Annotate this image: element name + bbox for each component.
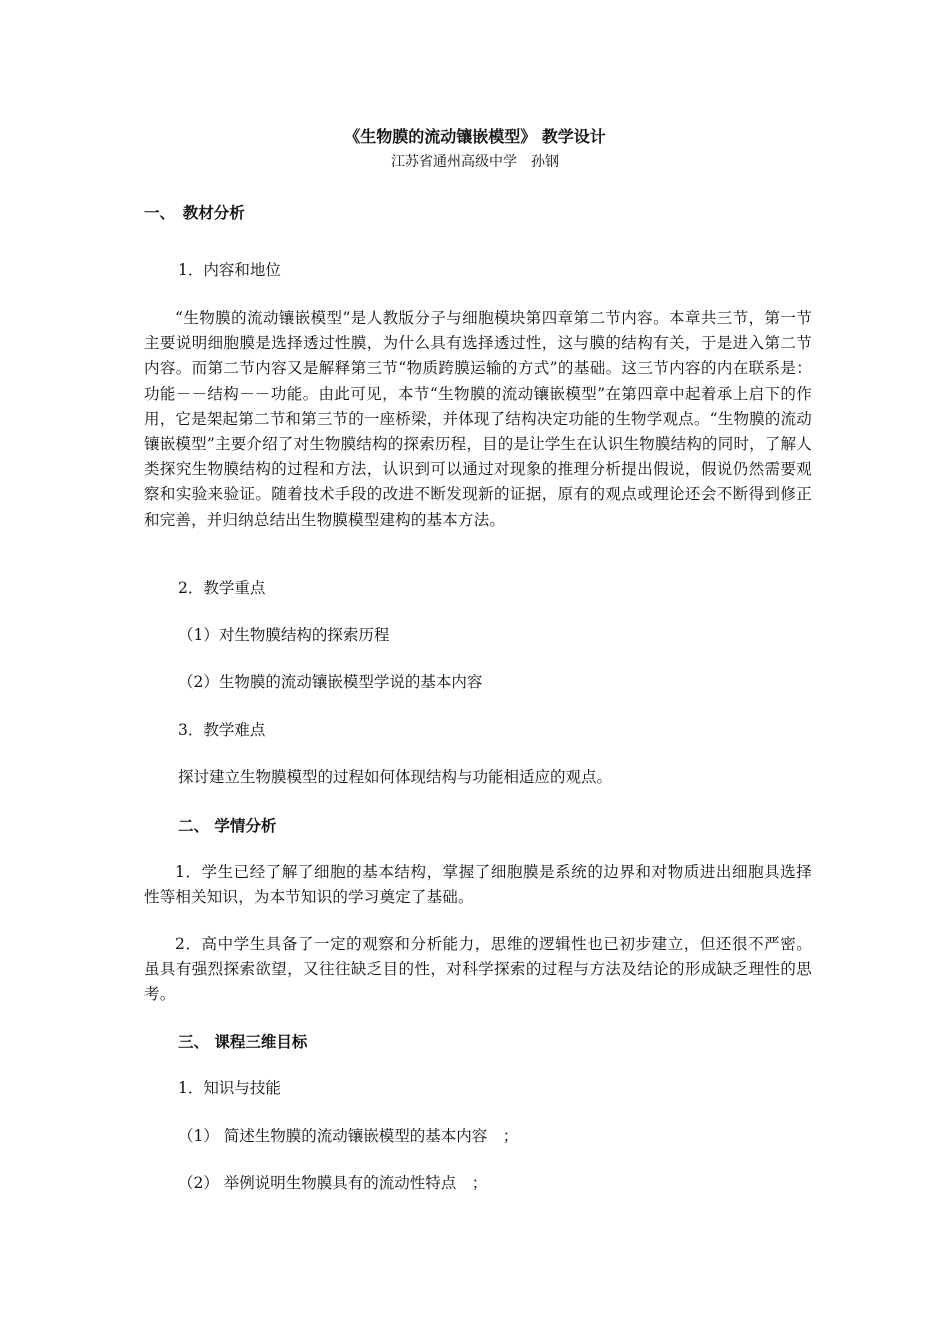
section1-sub1-paragraph: “生物膜的流动镶嵌模型”是人教版分子与细胞模块第四章第二节内容。本章共三节，第一节主要说明细胞膜是选择透过性膜，为什么具有选择透过性，这与膜的结构有关，于是进入第二节内容。而第二节内容又是解释第三节“物质跨膜运输的方式”的基础。这三节内容的内在联系是：功能－－结构－－功能。由此可见，本节“生物膜的流动镶嵌模型”在第四章中起着承上启下的作用，它是架起第二节和第三节的一座桥梁，并体现了结构决定功能的生物学观点。“生物膜的流动镶嵌模型”主要介绍了对生物膜结构的探索历程，目的是让学生在认识生物膜结构的同时，了解人类探究生物膜结构的过程和方法，认识到可以通过对现象的推理分析提出假说，假说仍然需要观察和实验来验证。随着技术手段的改进不断发现新的证据，原有的观点或理论还会不断得到修正和完善，并归纳总结出生物膜模型建构的基本方法。 — [144, 309, 812, 529]
section1-sub1-heading: 1．内容和地位 — [178, 261, 281, 279]
section2-heading: 二、 学情分析 — [178, 816, 277, 835]
section3-sub1-heading: 1．知识与技能 — [178, 1079, 281, 1097]
section3-heading: 三、 课程三维目标 — [178, 1032, 308, 1051]
section1-sub2-heading: 2．教学重点 — [178, 579, 266, 597]
section2-paragraph-1: 1．学生已经了解了细胞的基本结构，掌握了细胞膜是系统的边界和对物质进出细胞具选择性等相关知识，为本节知识的学习奠定了基础。 — [144, 863, 812, 907]
document-title: 《生物膜的流动镶嵌模型》 教学设计 — [344, 127, 606, 146]
section1-sub3-text: 探讨建立生物膜模型的过程如何体现结构与功能相适应的观点。 — [178, 768, 613, 786]
section1-heading: 一、 教材分析 — [144, 203, 245, 222]
section3-item1: （1） 简述生物膜的流动镶嵌模型的基本内容 ； — [178, 1127, 519, 1145]
section1-sub2-item1: （1）对生物膜结构的探索历程 — [178, 626, 390, 644]
section3-item2: （2） 举例说明生物膜具有的流动性特点 ； — [178, 1174, 488, 1192]
document-author: 江苏省通州高级中学 孙钢 — [391, 154, 559, 170]
section1-sub2-item2: （2）生物膜的流动镶嵌模型学说的基本内容 — [178, 673, 483, 691]
section2-paragraph-2: 2．高中学生具备了一定的观察和分析能力，思维的逻辑性也已初步建立，但还很不严密。虽具有强烈探索欲望，又往往缺乏目的性，对科学探索的过程与方法及结论的形成缺乏理性的思考。 — [144, 935, 812, 1004]
section1-sub3-heading: 3．教学难点 — [178, 721, 266, 739]
